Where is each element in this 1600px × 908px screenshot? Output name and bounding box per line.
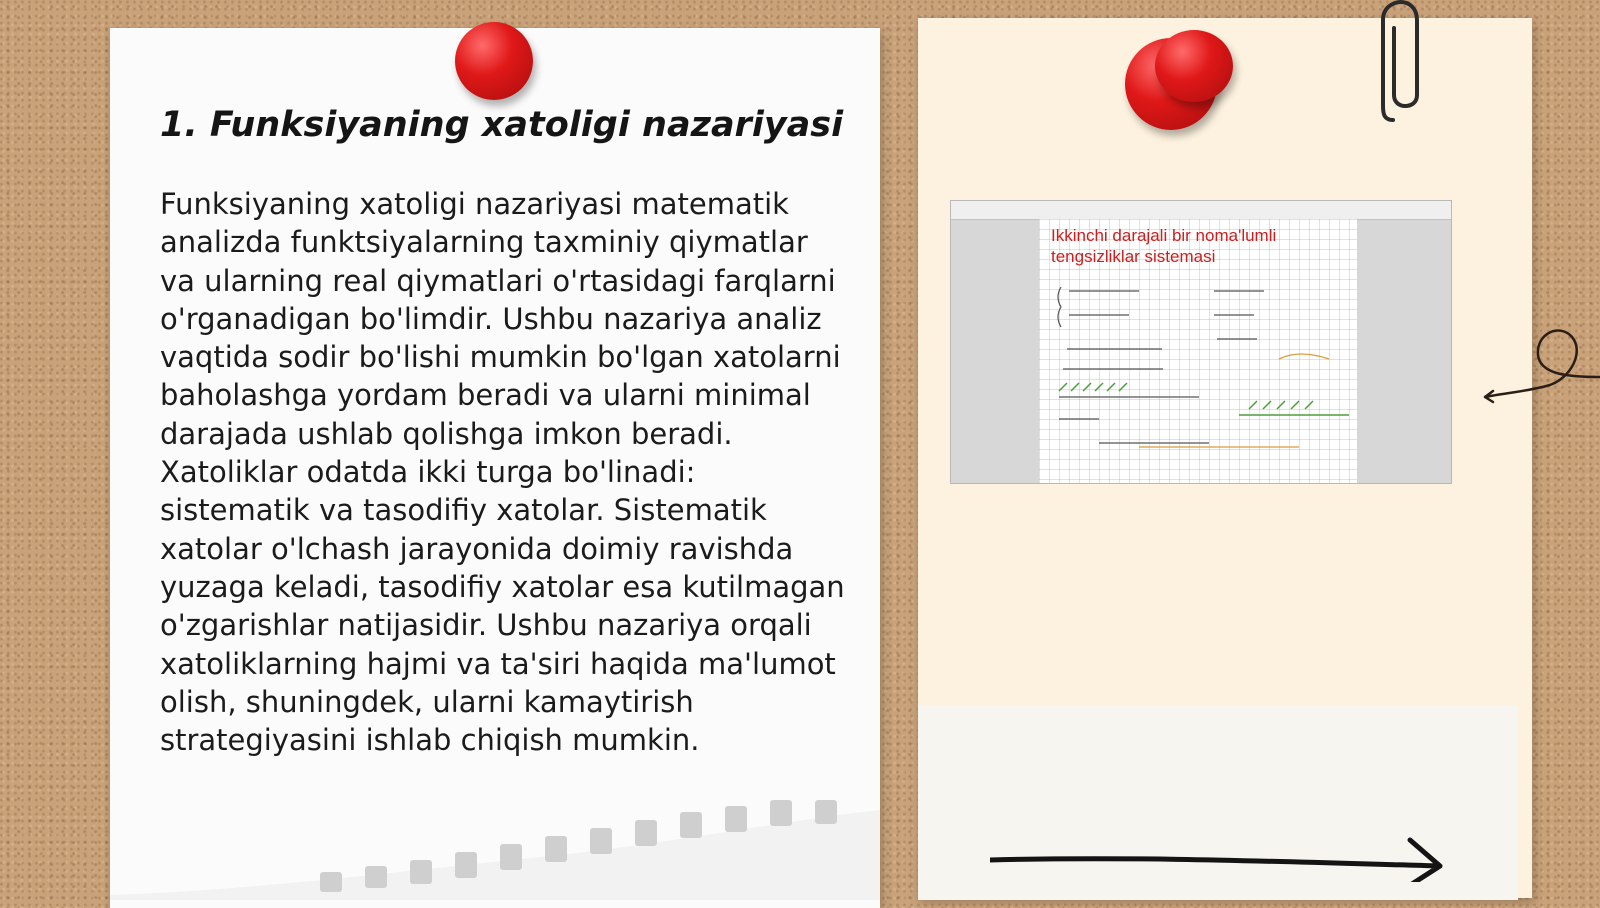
math-worksheet <box>1039 219 1357 483</box>
handwritten-math <box>1039 219 1357 483</box>
pushpin-icon <box>455 22 533 100</box>
worksheet-title: Ikkinchi darajali bir noma'lumli tengsizliklar sistemasi <box>1051 226 1277 266</box>
paperclip-icon <box>1375 0 1425 125</box>
pushpin-icon <box>1155 30 1233 102</box>
embedded-screenshot <box>950 200 1452 484</box>
arrow-right-icon <box>990 832 1450 882</box>
section-body: Funksiyaning xatoligi nazariyasi matematik analizda funktsiyalarning taxminiy qiymatlar va ularning real qiymatlari o'rtasidagi farqlarni o'rganadigan bo'limdir. Ushbu nazariya analiz vaqtida sodir bo'lishi mumkin bo'lgan xatolarni baholashga yordam beradi va ularni minimal darajada ushlab qolishga imkon beradi. Xatoliklar odatda ikki turga bo'linadi: sistematik va tasodifiy xatolar. Sistematik xatolar o'lchash jarayonida doimiy ravishda yuzaga keladi, tasodifiy xatolar esa kutilmagan o'zgarishlar natijasidir. Ushbu nazariya orqali xatoliklarning hajmi va ta'siri haqida ma'lumot olish, shuningdek, ularni kamaytirish strategiyasini ishlab chiqish mumkin. <box>160 187 845 758</box>
doodle-loop-icon <box>1480 315 1600 410</box>
embedded-toolbar <box>951 201 1451 220</box>
section-title: 1. Funksiyaning xatoligi nazariyasi <box>160 105 844 145</box>
torn-paper-edge <box>110 800 880 900</box>
